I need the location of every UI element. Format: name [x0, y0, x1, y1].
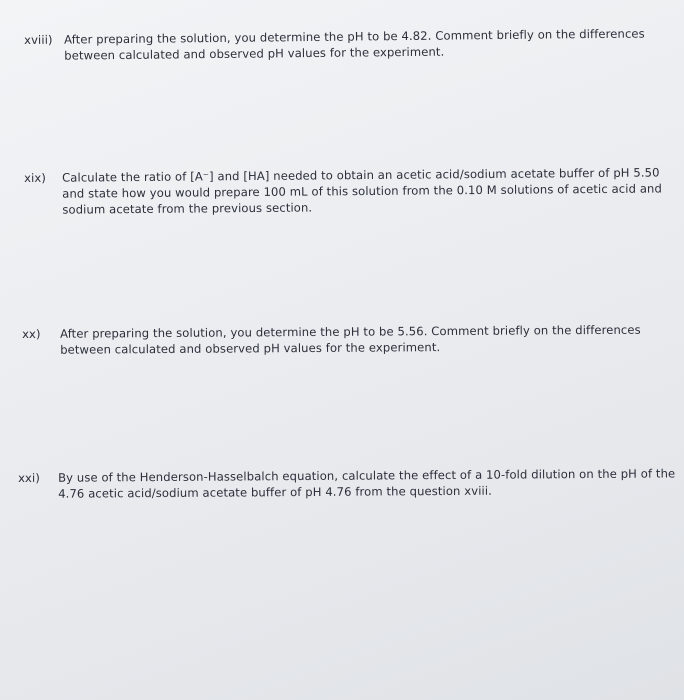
question-text: By use of the Henderson-Hasselbalch equation, calculate the effect of a 10-fold dilution on the pH of the 4.76 acetic acid/sodium acetate buffer of pH 4.76 from the question xviii. [58, 466, 676, 501]
question-text: After preparing the solution, you determine the pH to be 5.56. Comment briefly on the differences between calculated and observed pH values for the experiment. [60, 322, 641, 357]
question-text: Calculate the ratio of [A⁻] and [HA] needed to obtain an acetic acid/sodium acetate buffer of pH 5.50 and state how you would prepare 100 mL of this solution from the 0.10 M solutions of acetic acid and sodium acetate from the previous section. [62, 165, 662, 217]
question-xviii [24, 25, 664, 64]
question-number: xx) [22, 326, 41, 341]
question-text: After preparing the solution, you determine the pH to be 4.82. Comment briefly on the differences between calculated and observed pH values for the experiment. [64, 26, 645, 63]
question-number: xviii) [24, 32, 53, 47]
question-xix [24, 164, 668, 218]
question-xxi [18, 465, 682, 502]
question-number: xxi) [18, 470, 40, 485]
question-number: xix) [24, 170, 47, 185]
question-xx [22, 321, 678, 358]
